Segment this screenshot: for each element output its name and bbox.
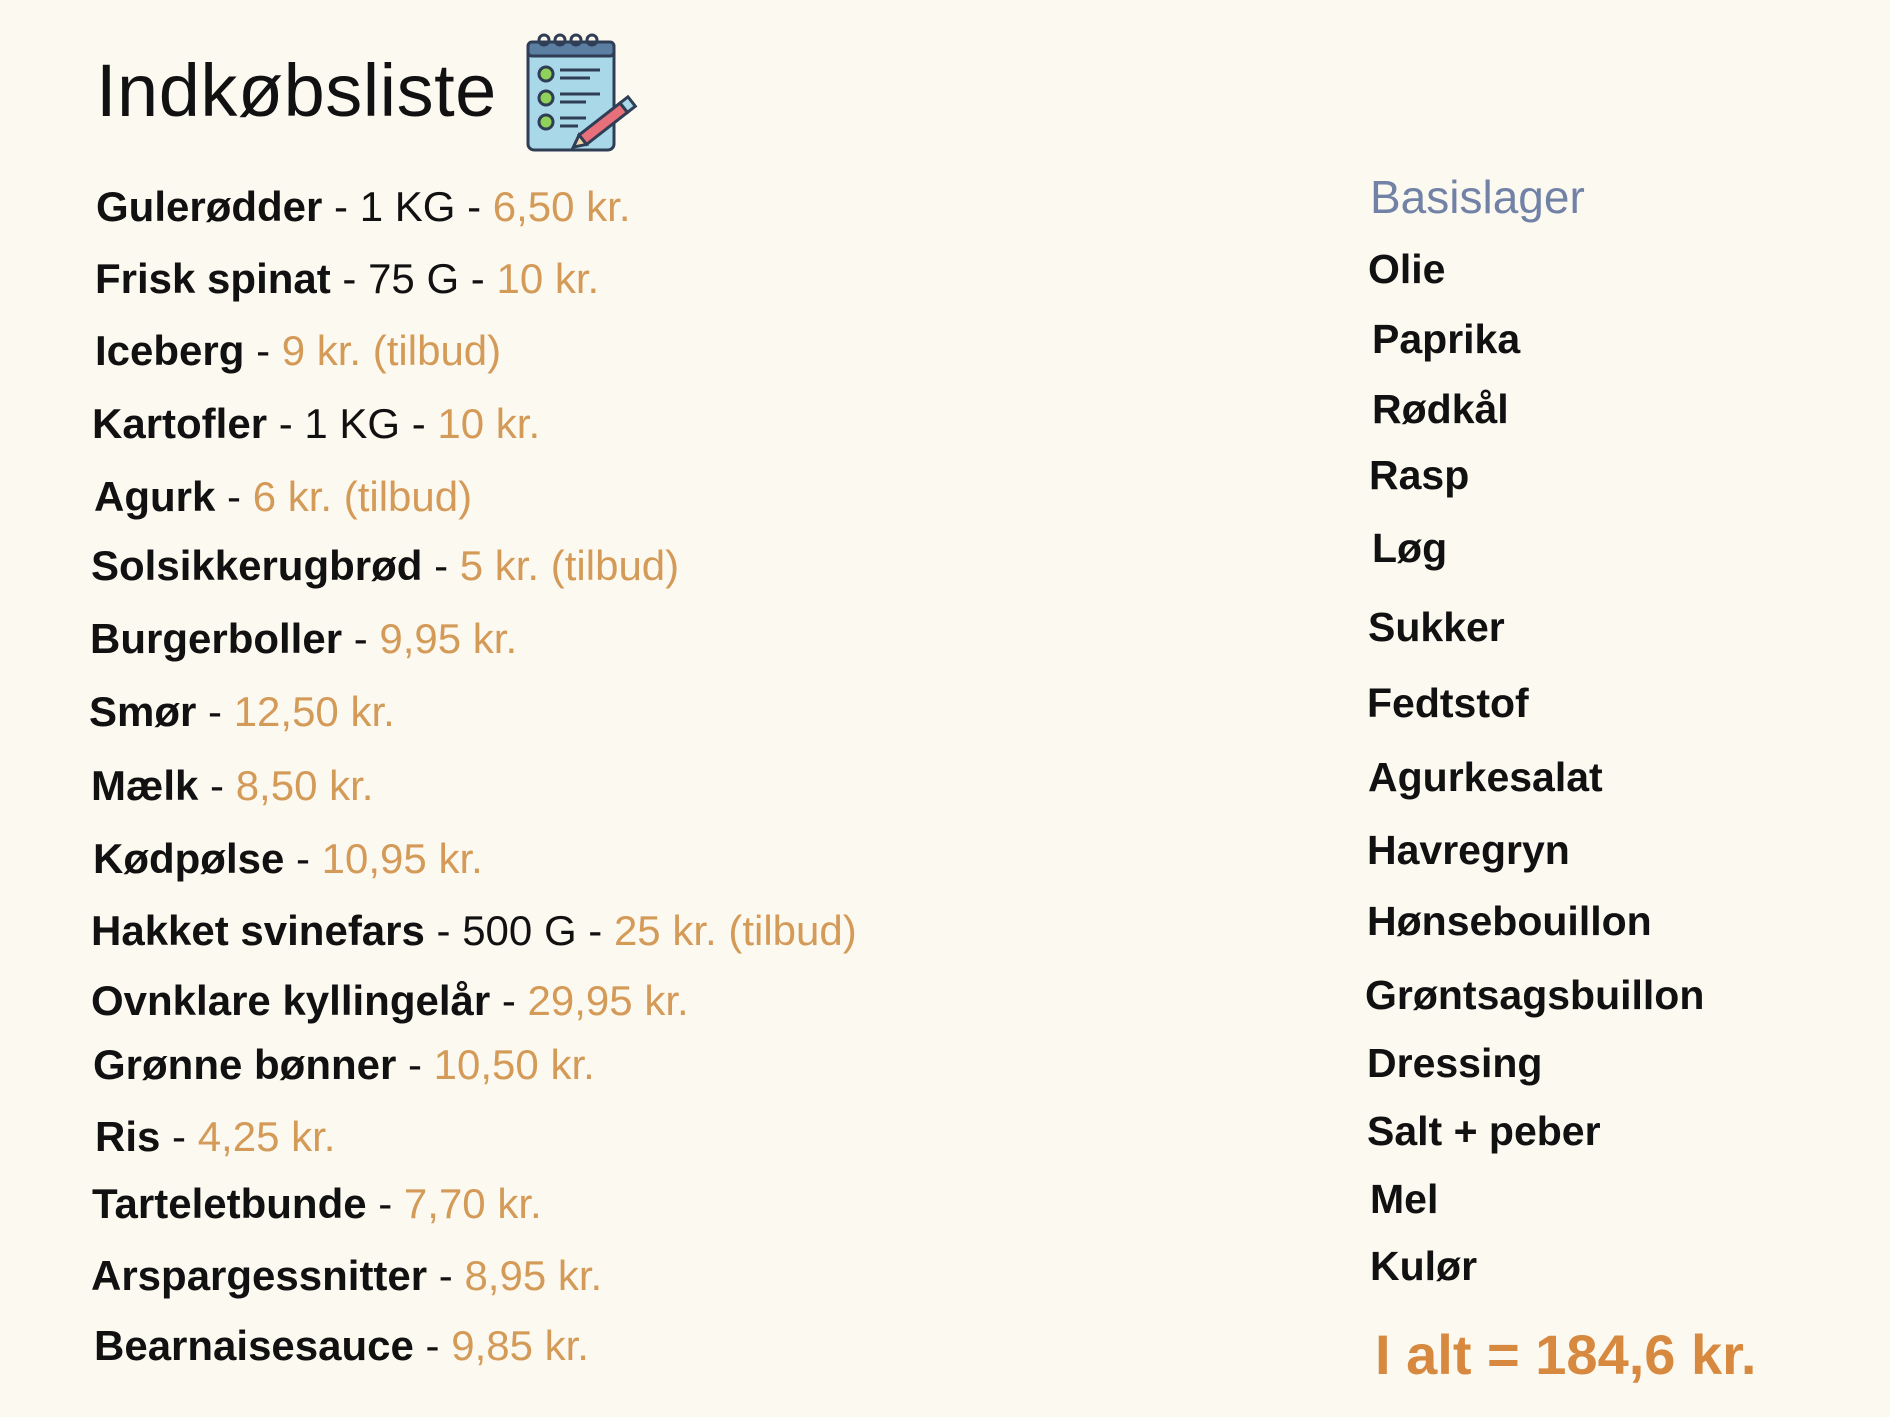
basis-item: Salt + peber (1367, 1108, 1601, 1154)
list-item: Agurk - 6 kr. (tilbud) (94, 473, 473, 520)
basis-item: Mel (1370, 1176, 1439, 1222)
basis-item: Paprika (1372, 316, 1521, 362)
basis-item: Kulør (1370, 1243, 1478, 1289)
list-item: Gulerødder - 1 KG - 6,50 kr. (96, 183, 631, 230)
list-item: Frisk spinat - 75 G - 10 kr. (95, 255, 600, 302)
total-sum: I alt = 184,6 kr. (1375, 1323, 1757, 1386)
notepad-checklist-icon (520, 30, 646, 156)
basis-item: Løg (1372, 525, 1448, 571)
list-item: Burgerboller - 9,95 kr. (90, 615, 518, 662)
list-item: Tarteletbunde - 7,70 kr. (92, 1180, 542, 1227)
page-title: Indkøbsliste (96, 49, 497, 132)
basis-title: Basislager (1370, 171, 1585, 223)
list-item: Smør - 12,50 kr. (89, 688, 395, 735)
list-item: Solsikkerugbrød - 5 kr. (tilbud) (91, 542, 680, 589)
list-item: Kødpølse - 10,95 kr. (93, 835, 483, 882)
basis-item: Havregryn (1367, 827, 1570, 873)
list-item: Mælk - 8,50 kr. (91, 762, 374, 809)
basis-item: Grøntsagsbuillon (1365, 972, 1705, 1018)
list-item: Ovnklare kyllingelår - 29,95 kr. (91, 977, 689, 1024)
basis-item: Fedtstof (1367, 680, 1529, 726)
basis-item: Sukker (1368, 604, 1505, 650)
basis-item: Rødkål (1372, 386, 1509, 432)
basis-item: Hønsebouillon (1367, 898, 1652, 944)
basis-item: Agurkesalat (1368, 754, 1603, 800)
list-item: Kartofler - 1 KG - 10 kr. (92, 400, 541, 447)
list-item: Iceberg - 9 kr. (tilbud) (95, 327, 502, 374)
list-item: Bearnaisesauce - 9,85 kr. (94, 1322, 589, 1369)
basis-item: Dressing (1367, 1040, 1543, 1086)
list-item: Hakket svinefars - 500 G - 25 kr. (tilbud) (91, 907, 857, 954)
basis-item: Olie (1368, 246, 1446, 292)
list-item: Arspargessnitter - 8,95 kr. (91, 1252, 603, 1299)
list-item: Ris - 4,25 kr. (95, 1113, 336, 1160)
basis-item: Rasp (1369, 452, 1470, 498)
list-item: Grønne bønner - 10,50 kr. (93, 1041, 595, 1088)
